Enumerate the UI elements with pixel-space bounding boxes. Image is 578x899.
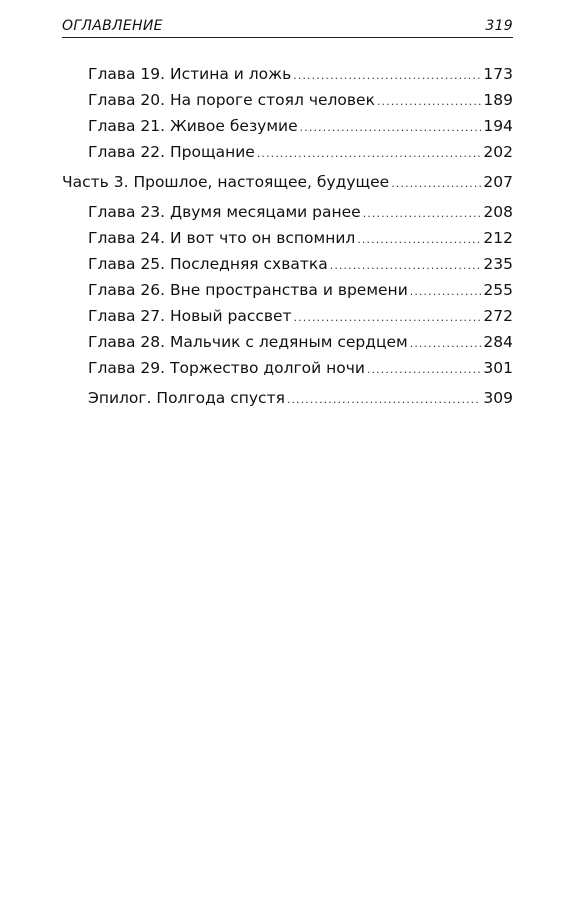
toc-entry bbox=[62, 200, 513, 226]
dot-leader bbox=[367, 357, 481, 382]
section-title: ОГЛАВЛЕНИЕ bbox=[62, 18, 163, 34]
toc-entry bbox=[62, 226, 513, 252]
toc-entry-page: 301 bbox=[483, 359, 513, 377]
dot-leader bbox=[363, 201, 482, 226]
toc-entry-page: 189 bbox=[483, 91, 513, 109]
toc-entry bbox=[62, 114, 513, 140]
toc-epilogue-title: Эпилог. Полгода спустя bbox=[88, 389, 285, 407]
toc-entry-page: 284 bbox=[483, 333, 513, 351]
toc-entry bbox=[62, 140, 513, 166]
dot-leader bbox=[330, 253, 482, 278]
toc-entry-title: Глава 22. Прощание bbox=[88, 143, 255, 161]
dot-leader bbox=[410, 331, 482, 356]
toc-entry bbox=[62, 278, 513, 304]
toc-entry-title: Глава 19. Истина и ложь bbox=[88, 65, 292, 83]
toc-part-entry bbox=[62, 170, 513, 196]
running-head bbox=[62, 14, 513, 34]
dot-leader bbox=[300, 115, 482, 140]
toc-part-page: 207 bbox=[483, 173, 513, 191]
toc-entry-page: 173 bbox=[483, 65, 513, 83]
dot-leader bbox=[287, 387, 481, 412]
toc-entry-title: Глава 25. Последняя схватка bbox=[88, 255, 328, 273]
toc-epilogue-entry bbox=[62, 386, 513, 412]
toc-entry bbox=[62, 252, 513, 278]
toc-entry bbox=[62, 330, 513, 356]
toc-entry bbox=[62, 62, 513, 88]
dot-leader bbox=[257, 141, 482, 166]
toc-epilogue-page: 309 bbox=[483, 389, 513, 407]
toc-entry-title: Глава 21. Живое безумие bbox=[88, 117, 298, 135]
toc-part-title: Часть 3. Прошлое, настоящее, будущее bbox=[62, 173, 390, 191]
toc-entry bbox=[62, 304, 513, 330]
toc-entry-page: 194 bbox=[483, 117, 513, 135]
dot-leader bbox=[410, 279, 482, 304]
dot-leader bbox=[377, 89, 481, 114]
dot-leader bbox=[293, 63, 481, 88]
page-number: 319 bbox=[485, 18, 513, 34]
toc-entry-page: 202 bbox=[483, 143, 513, 161]
toc-entry-title: Глава 23. Двумя месяцами ранее bbox=[88, 203, 361, 221]
dot-leader bbox=[391, 171, 481, 196]
toc-entry-title: Глава 24. И вот что он вспомнил bbox=[88, 229, 356, 247]
table-of-contents bbox=[62, 62, 513, 412]
dot-leader bbox=[357, 227, 481, 252]
toc-entry-title: Глава 26. Вне пространства и времени bbox=[88, 281, 408, 299]
header-rule bbox=[62, 37, 513, 38]
dot-leader bbox=[294, 305, 482, 330]
toc-entry-page: 212 bbox=[483, 229, 513, 247]
toc-entry bbox=[62, 88, 513, 114]
toc-entry-page: 208 bbox=[483, 203, 513, 221]
toc-entry-title: Глава 27. Новый рассвет bbox=[88, 307, 292, 325]
toc-entry-page: 235 bbox=[483, 255, 513, 273]
toc-entry-title: Глава 28. Мальчик с ледяным сердцем bbox=[88, 333, 408, 351]
toc-entry-page: 255 bbox=[483, 281, 513, 299]
toc-entry-page: 272 bbox=[483, 307, 513, 325]
toc-entry-title: Глава 29. Торжество долгой ночи bbox=[88, 359, 365, 377]
toc-entry bbox=[62, 356, 513, 382]
toc-entry-title: Глава 20. На пороге стоял человек bbox=[88, 91, 375, 109]
